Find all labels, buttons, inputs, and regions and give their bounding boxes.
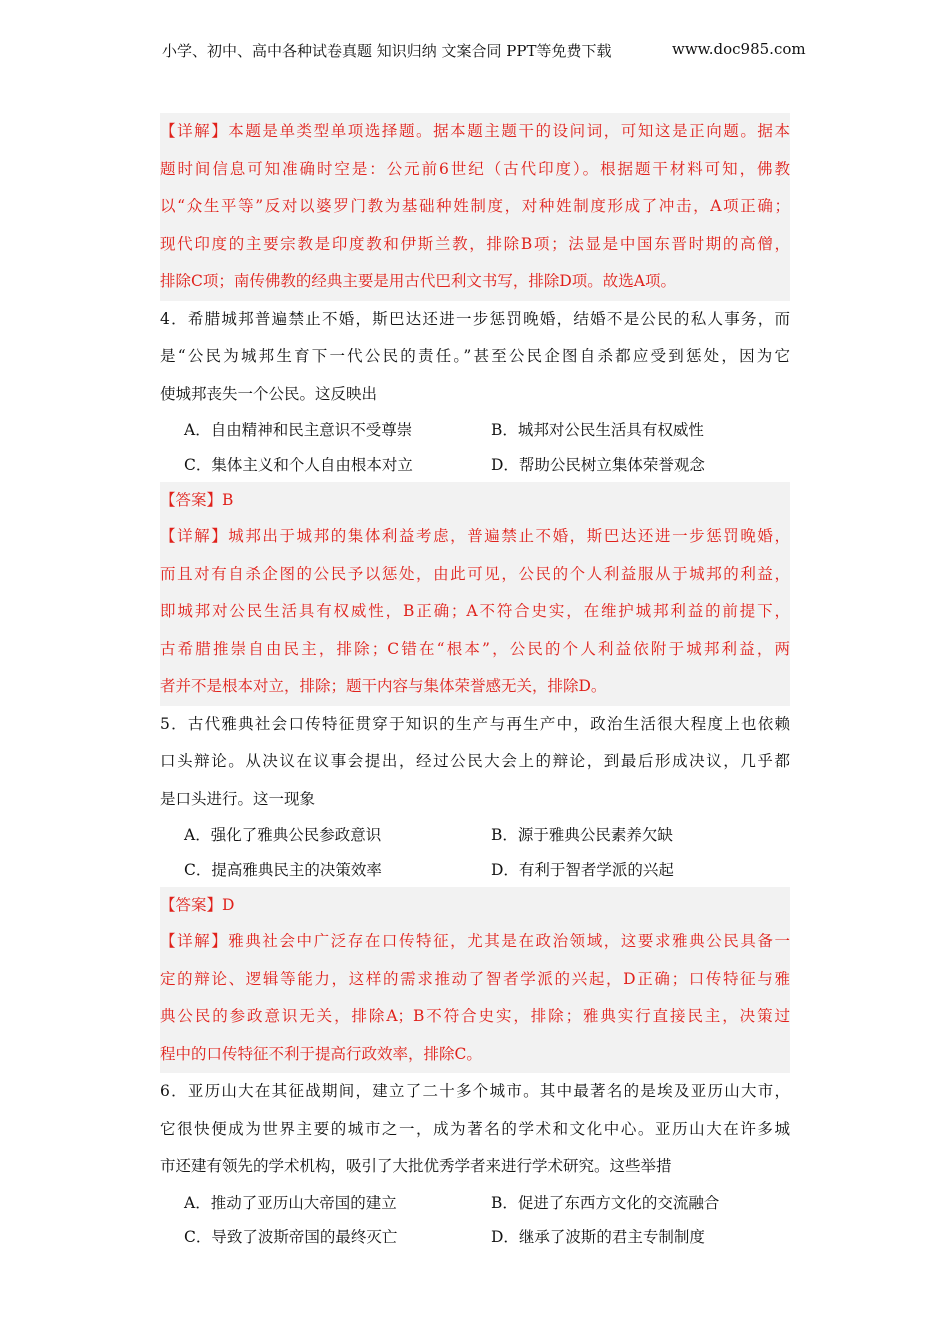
q5-answer: 【答案】D [160,896,235,914]
q5-stem-line: 口头辩论。从决议在议事会提出，经过公民大会上的辩论，到最后形成决议，几乎都 [160,752,790,770]
q5-stem-line: 5．古代雅典社会口传特征贯穿于知识的生产与再生产中，政治生活很大程度上也依赖 [160,714,790,733]
q4-answer: 【答案】B [160,491,234,509]
q5-detail-line: 【详解】雅典社会中广泛存在口传特征，尤其是在政治领域，这要求雅典公民具备一 [160,932,790,950]
q5-options-row [160,818,790,853]
q4-option-a: A．自由精神和民主意识不受尊崇 [184,421,413,439]
q5-detail-line: 定的辩论、逻辑等能力，这样的需求推动了智者学派的兴起，D正确；口传特征与雅 [160,969,790,988]
question-6 [160,1073,790,1255]
q4-detail-line: 【详解】城邦出于城邦的集体利益考虑，普遍禁止不婚，斯巴达还进一步惩罚晚婚， [160,527,790,545]
q4-option-c: C．集体主义和个人自由根本对立 [184,455,413,474]
q3-detail-block [160,113,790,301]
q3-detail-line: 以“众生平等”反对以婆罗门教为基础种姓制度，对种姓制度形成了冲击，A项正确； [160,197,790,215]
q4-answer-block [160,482,790,706]
header-site-url[interactable]: www.doc985.com [672,40,806,58]
q3-detail-line: 【详解】本题是单类型单项选择题。据本题主题干的设问词，可知这是正向题。据本 [160,122,790,140]
q4-detail-line: 古希腊推崇自由民主，排除；C错在“根本”，公民的个人利益依附于城邦利益，两 [160,639,790,658]
q6-stem-line: 市还建有领先的学术机构，吸引了大批优秀学者来进行学术研究。这些举措 [160,1157,672,1175]
q4-detail-line: 即城邦对公民生活具有权威性，B正确；A不符合史实，在维护城邦利益的前提下， [160,602,790,620]
q5-answer-block [160,887,790,1073]
q6-option-c: C．导致了波斯帝国的最终灭亡 [184,1228,398,1246]
q5-options-row [160,853,790,888]
q5-option-b: B．源于雅典公民素养欠缺 [491,826,673,844]
q4-options-row [160,413,790,448]
document-body [160,113,790,1255]
header-text: 小学、初中、高中各种试卷真题 知识归纳 文案合同 PPT等免费下载 [162,42,612,60]
q3-detail-line: 排除C项；南传佛教的经典主要是用古代巴利文书写，排除D项。故选A项。 [160,272,676,290]
q4-stem-line: 使城邦丧失一个公民。这反映出 [160,384,378,403]
q6-option-a: A．推动了亚历山大帝国的建立 [184,1193,397,1212]
q3-detail-line: 现代印度的主要宗教是印度教和伊斯兰教，排除B项；法显是中国东晋时期的高僧， [160,234,790,253]
q4-stem-line: 4．希腊城邦普遍禁止不婚，斯巴达还进一步惩罚晚婚，结婚不是公民的私人事务，而 [160,309,790,328]
q4-options-row [160,448,790,483]
q6-stem-line: 它很快便成为世界主要的城市之一，成为著名的学术和文化中心。亚历山大在许多城 [160,1119,790,1138]
q6-option-b: B．促进了东西方文化的交流融合 [491,1193,720,1212]
q5-stem-line: 是口头进行。这一现象 [160,789,316,808]
q5-detail-line: 典公民的参政意识无关，排除A；B不符合史实，排除；雅典实行直接民主，决策过 [160,1007,790,1025]
q4-detail-line: 而且对有自杀企图的公民予以惩处，由此可见，公民的个人利益服从于城邦的利益， [160,564,790,583]
question-5 [160,706,790,888]
q4-option-b: B．城邦对公民生活具有权威性 [491,421,704,439]
q5-detail-line: 程中的口传特征不利于提高行政效率，排除C。 [160,1044,482,1063]
q6-options-row [160,1220,790,1255]
page-header [162,40,806,61]
q5-option-c: C．提高雅典民主的决策效率 [184,860,382,879]
q4-detail-line: 者并不是根本对立，排除；题干内容与集体荣誉感无关，排除D。 [160,677,607,695]
q6-option-d: D．继承了波斯的君主专制制度 [491,1228,705,1246]
q6-stem-line: 6．亚历山大在其征战期间，建立了二十多个城市。其中最著名的是埃及亚历山大市， [160,1082,790,1100]
question-4 [160,301,790,483]
q5-option-d: D．有利于智者学派的兴起 [491,860,674,879]
q3-detail-line: 题时间信息可知准确时空是：公元前6世纪（古代印度）。根据题干材料可知，佛教 [160,159,790,178]
q5-option-a: A．强化了雅典公民参政意识 [184,826,382,844]
q4-stem-line: 是“公民为城邦生育下一代公民的责任。”甚至公民企图自杀都应受到惩处，因为它 [160,347,790,365]
q6-options-row [160,1186,790,1221]
q4-option-d: D．帮助公民树立集体荣誉观念 [491,455,705,474]
